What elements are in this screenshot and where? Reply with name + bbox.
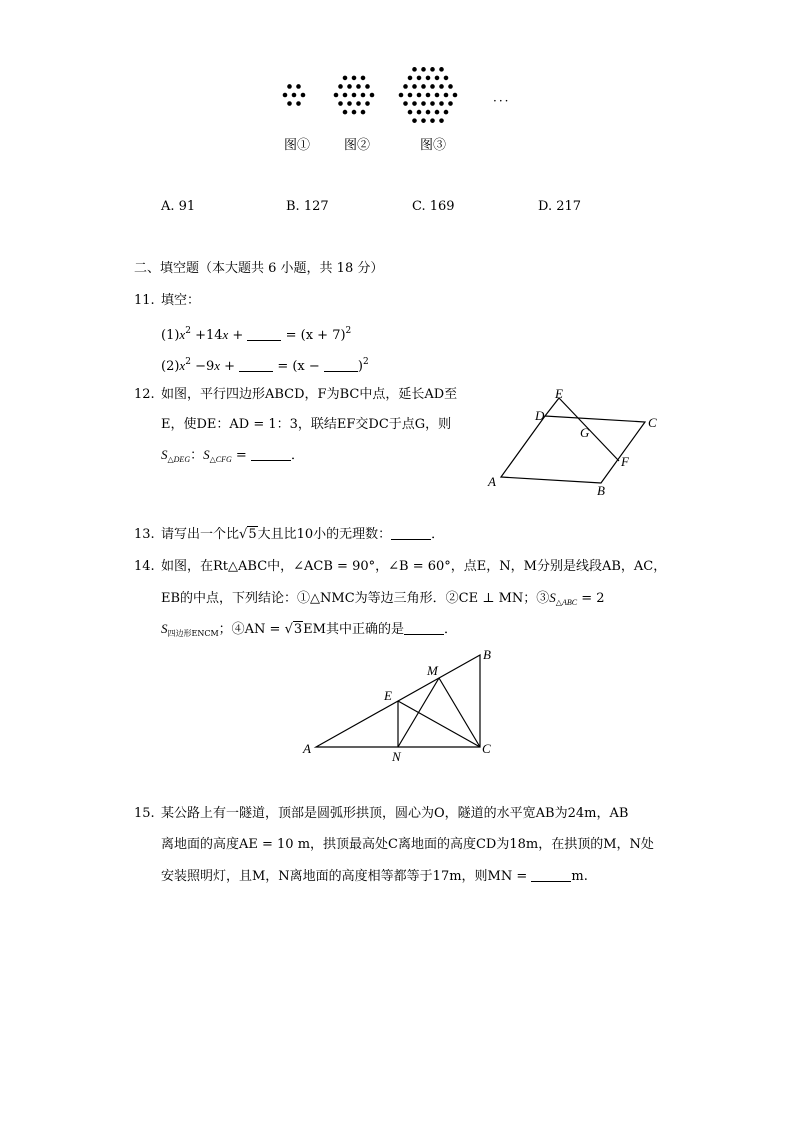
- dot-fig3: [421, 118, 426, 123]
- q12-line-1: 如图，平行四边形ABCD，F为BC中点，延长AD至: [161, 387, 458, 402]
- q13-line: 请写出一个比√5大且比10小的无理数： ．: [161, 527, 445, 542]
- label-b: B: [597, 483, 605, 498]
- dot-fig1: [301, 93, 306, 98]
- dot-fig3: [444, 110, 449, 115]
- dot-fig2: [352, 93, 357, 98]
- dot-fig3: [412, 101, 417, 106]
- dot-fig3: [417, 76, 422, 81]
- triangle-figure: [300, 645, 500, 765]
- q14-line2-s: S: [549, 590, 556, 605]
- label-a: A: [303, 741, 311, 756]
- dot-fig3: [412, 118, 417, 123]
- dot-fig3: [439, 118, 444, 123]
- q13-text-after: 大且比10小的无理数：: [257, 527, 392, 542]
- option-a[interactable]: A. 91: [161, 199, 196, 214]
- q11-number: 11.: [134, 293, 155, 308]
- q15-line3-unit: m.: [571, 869, 588, 884]
- q14-blank[interactable]: [404, 621, 444, 635]
- dot-fig3: [408, 93, 413, 98]
- q11-blank-1[interactable]: [247, 327, 281, 341]
- q15-line-2: 离地面的高度AE = 10 m，拱顶最高处C离地面的高度CD为18m，在拱顶的M，N处: [161, 837, 654, 852]
- q14-line-1: 如图，在Rt△ABC中，∠ACB = 90°，∠B = 60°，点E，N，M分别是线段AB，AC，: [161, 559, 667, 574]
- dot-fig2: [343, 93, 348, 98]
- q11-line-2: $(2)x^2 -9x$ + = $(x - )^2$: [161, 357, 369, 374]
- dot-fig3: [439, 67, 444, 72]
- dot-fig3: [435, 93, 440, 98]
- figure-caption-1: 图①: [284, 138, 311, 153]
- q14-line2-sub: △ABC: [555, 598, 578, 607]
- q13-blank[interactable]: [391, 526, 431, 540]
- dot-fig3: [421, 84, 426, 89]
- q11-prompt: 填空：: [161, 293, 201, 308]
- dot-fig3: [408, 76, 413, 81]
- dot-fig3: [430, 118, 435, 123]
- q12-line-3: $S_{\triangle DEG}$：$S_{\triangle CFG}$ = ．: [161, 447, 304, 464]
- dot-fig2: [347, 84, 352, 89]
- dot-fig3: [417, 93, 422, 98]
- q12-number: 12.: [134, 387, 155, 402]
- q14-line3-mid: ；④AN =: [218, 622, 285, 637]
- dot-fig3: [430, 67, 435, 72]
- dot-fig3: [430, 84, 435, 89]
- q11-line2-prefix: (2): [161, 359, 180, 374]
- figure-caption-3: 图③: [420, 138, 447, 153]
- parallelogram-figure: [480, 382, 670, 500]
- option-b[interactable]: B. 127: [286, 199, 329, 214]
- dot-fig3: [435, 76, 440, 81]
- dot-fig1: [287, 84, 292, 89]
- label-g: G: [580, 425, 590, 440]
- q11-line-1: $(1)x^2 +14x$ + = $(x + 7)^2$: [161, 326, 352, 343]
- q11-line1-prefix: (1): [161, 328, 180, 343]
- dot-fig2: [343, 110, 348, 115]
- label-f: F: [621, 454, 629, 469]
- q13-text-before: 请写出一个比: [161, 527, 240, 542]
- dot-fig1: [296, 101, 301, 106]
- parallelogram-abcd: [501, 416, 645, 483]
- q15-line-3: [161, 868, 588, 886]
- dot-fig2: [347, 101, 352, 106]
- q14-line3-rad: 3: [293, 622, 303, 637]
- label-d: D: [535, 408, 545, 423]
- dot-fig1: [283, 93, 288, 98]
- dot-fig3: [403, 84, 408, 89]
- dot-fig2: [343, 76, 348, 81]
- line-ec: [398, 701, 480, 747]
- dot-fig3: [444, 93, 449, 98]
- dot-fig2: [338, 84, 343, 89]
- dot-fig2: [356, 84, 361, 89]
- q12-blank[interactable]: [251, 447, 291, 461]
- dot-fig3: [444, 76, 449, 81]
- label-e: E: [555, 386, 563, 401]
- dot-fig3: [412, 67, 417, 72]
- dot-fig2: [365, 101, 370, 106]
- q15-line3-text: 安装照明灯，且M，N离地面的高度相等都等于17m，则MN =: [161, 869, 532, 884]
- dot-fig2: [334, 93, 339, 98]
- dot-fig3: [403, 101, 408, 106]
- dot-fig2: [338, 101, 343, 106]
- q15-blank[interactable]: [531, 868, 571, 882]
- dot-fig1: [292, 93, 297, 98]
- option-c[interactable]: C. 169: [412, 199, 455, 214]
- q14-line3-s: S: [161, 621, 168, 636]
- dot-fig3: [448, 84, 453, 89]
- label-c: C: [648, 415, 657, 430]
- dot-fig2: [361, 76, 366, 81]
- line-mc: [439, 678, 480, 747]
- dot-fig3: [421, 101, 426, 106]
- dot-fig3: [430, 101, 435, 106]
- q11-line2-eq: = (x −: [277, 359, 320, 374]
- dot-pattern-figure: [270, 55, 530, 135]
- line-nm: [398, 678, 439, 747]
- dot-fig3: [408, 110, 413, 115]
- q14-line-3: $S_{四边形ENCM}$；④AN = √3EM其中正确的是 ．: [161, 621, 457, 638]
- dot-fig2: [361, 93, 366, 98]
- q13-number: 13.: [134, 527, 155, 542]
- dot-fig3: [448, 101, 453, 106]
- option-d[interactable]: D. 217: [538, 199, 582, 214]
- q15-number: 15.: [134, 806, 155, 821]
- section-header: 二、填空题（本大题共 6 小题，共 18 分）: [134, 261, 384, 276]
- q15-line-1: 某公路上有一隧道，顶部是圆弧形拱顶，圆心为O，隧道的水平宽AB为24m，AB: [161, 806, 629, 821]
- dot-fig2: [361, 110, 366, 115]
- dot-fig2: [352, 76, 357, 81]
- dot-fig2: [356, 101, 361, 106]
- q14-line3-sub: 四边形ENCM: [167, 629, 219, 638]
- label-a: A: [488, 474, 496, 489]
- label-e: E: [384, 688, 392, 703]
- dot-fig3: [426, 93, 431, 98]
- dot-fig3: [412, 84, 417, 89]
- dot-fig3: [453, 93, 458, 98]
- dot-fig3: [439, 101, 444, 106]
- dot-fig3: [426, 110, 431, 115]
- dot-fig3: [421, 67, 426, 72]
- dot-fig3: [426, 76, 431, 81]
- dot-fig3: [439, 84, 444, 89]
- label-c: C: [482, 741, 491, 756]
- q14-line2-text: EB的中点，下列结论：①△NMC为等边三角形．②CE ⊥ MN；③: [161, 591, 550, 606]
- q13-radicand: 5: [248, 527, 257, 542]
- dot-ellipsis: ···: [493, 94, 511, 108]
- label-n: N: [392, 749, 401, 764]
- q14-line-2: [161, 589, 605, 612]
- q11-line1-tail: = (x + 7): [285, 328, 346, 343]
- dot-fig1: [287, 101, 292, 106]
- dot-fig2: [365, 84, 370, 89]
- q11-blank-2[interactable]: [239, 358, 273, 372]
- dot-fig1: [296, 84, 301, 89]
- dot-fig3: [435, 110, 440, 115]
- dot-fig2: [370, 93, 375, 98]
- label-b: B: [483, 647, 491, 662]
- q12-line-2: E，使DE：AD = 1：3，联结EF交DC于点G，则: [161, 417, 452, 432]
- dot-fig2: [352, 110, 357, 115]
- q11-blank-3[interactable]: [324, 358, 358, 372]
- q14-number: 14.: [134, 559, 155, 574]
- figure-caption-2: 图②: [344, 138, 371, 153]
- dot-fig3: [399, 93, 404, 98]
- q14-line3-after: EM其中正确的是: [303, 622, 404, 637]
- dot-fig3: [417, 110, 422, 115]
- label-m: M: [427, 663, 438, 678]
- q14-line2-end: = 2: [577, 591, 605, 606]
